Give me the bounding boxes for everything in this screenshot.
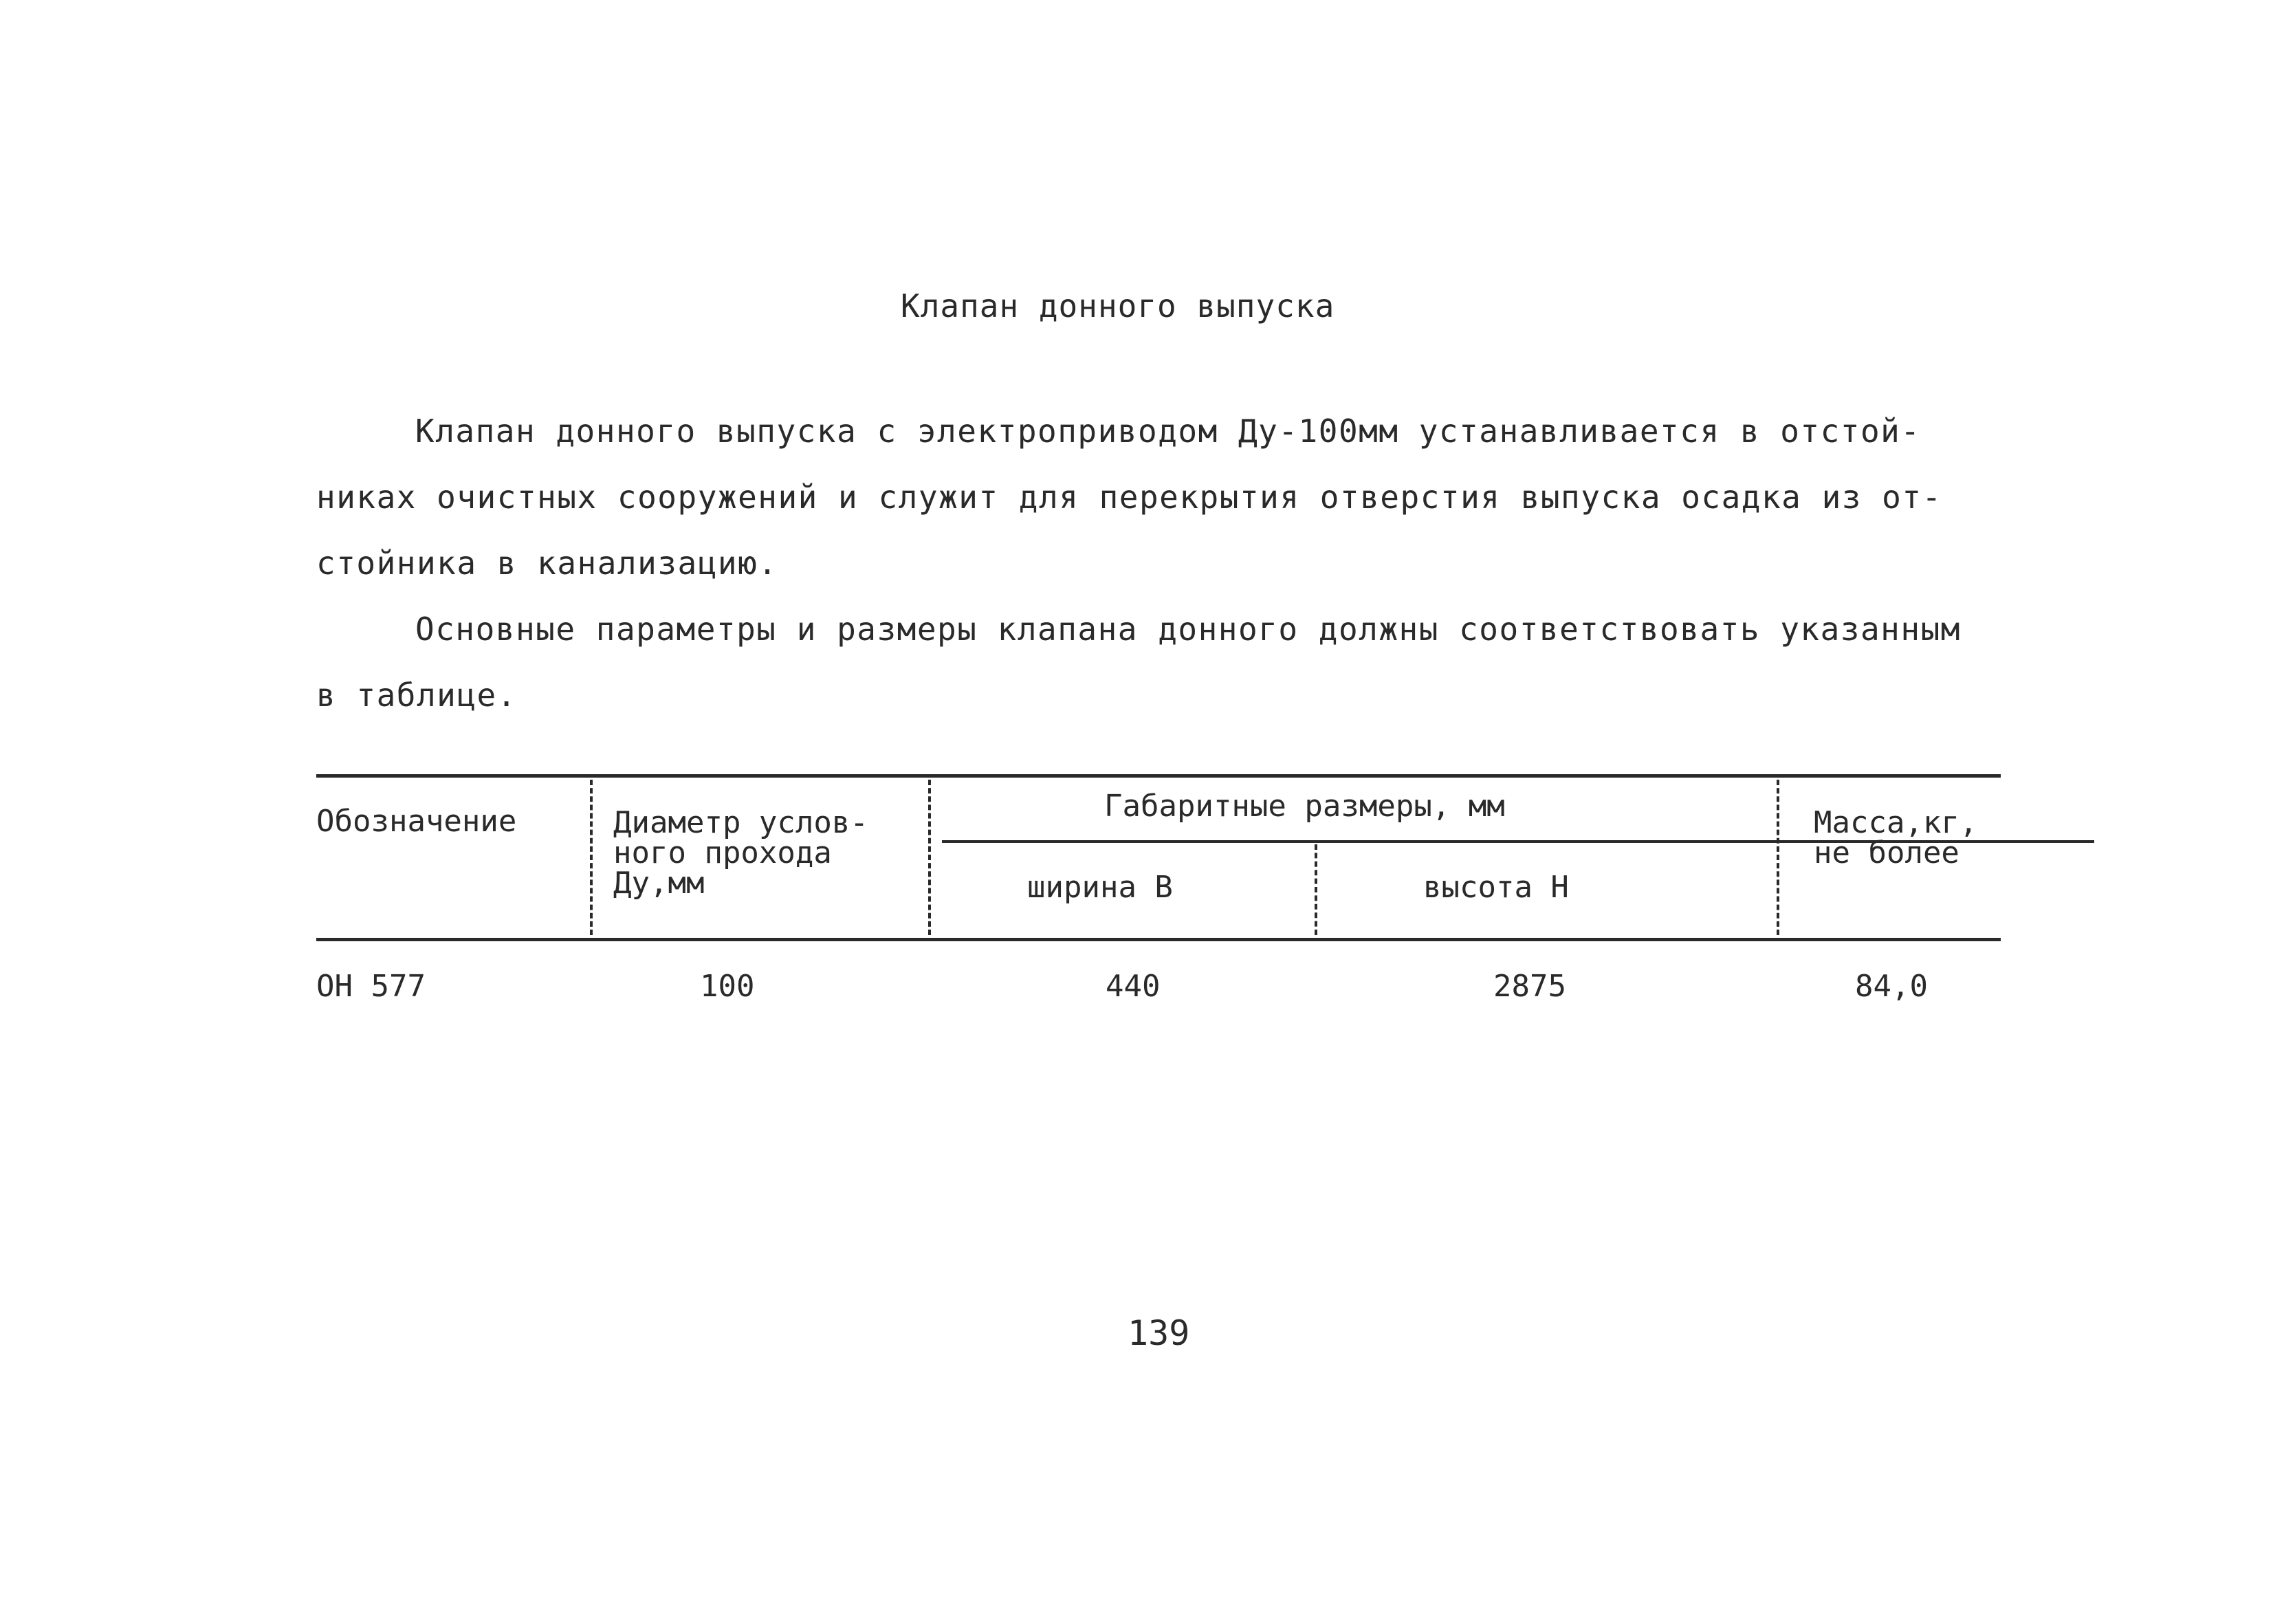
table-column-divider xyxy=(1777,780,1779,935)
table-column-divider xyxy=(1315,844,1317,935)
cell-diameter: 100 xyxy=(700,969,755,1004)
table-column-divider xyxy=(928,780,931,935)
paragraph-line: Клапан донного выпуска с электроприводом Ду-100мм устанавливается в отстой- xyxy=(415,413,1921,450)
cell-height: 2875 xyxy=(1493,969,1566,1004)
table-top-rule xyxy=(316,774,2001,778)
paragraph-line: в таблице. xyxy=(316,677,517,714)
header-designation: Обозначение xyxy=(316,804,517,839)
table-column-divider xyxy=(590,780,593,935)
header-overall-dimensions: Габаритные размеры, мм xyxy=(1104,789,1505,824)
paragraph-line: никах очистных сооружений и служит для перекрытия отверстия выпуска осадка из от- xyxy=(316,479,1942,516)
cell-designation: ОН 577 xyxy=(316,969,426,1004)
header-diameter-line2: ного прохода xyxy=(613,835,832,870)
page-number: 139 xyxy=(1128,1313,1190,1353)
paragraph-line: стойника в канализацию. xyxy=(316,545,778,582)
paragraph-line: Основные параметры и размеры клапана донного должны соответствовать указанным xyxy=(415,611,1961,648)
cell-width: 440 xyxy=(1106,969,1161,1004)
header-mass-line1: Масса,кг, xyxy=(1814,805,1978,840)
document-title: Клапан донного выпуска xyxy=(901,287,1335,325)
header-diameter-line3: Ду,мм xyxy=(613,866,705,901)
parameters-table xyxy=(316,774,2001,1004)
cell-mass: 84,0 xyxy=(1855,969,1928,1004)
header-width: ширина В xyxy=(1027,870,1173,905)
header-height: высота Н xyxy=(1423,870,1569,905)
table-header-bottom-rule xyxy=(316,938,2001,941)
header-diameter-line1: Диаметр услов- xyxy=(613,805,868,840)
header-mass-line2: не более xyxy=(1814,835,1959,870)
